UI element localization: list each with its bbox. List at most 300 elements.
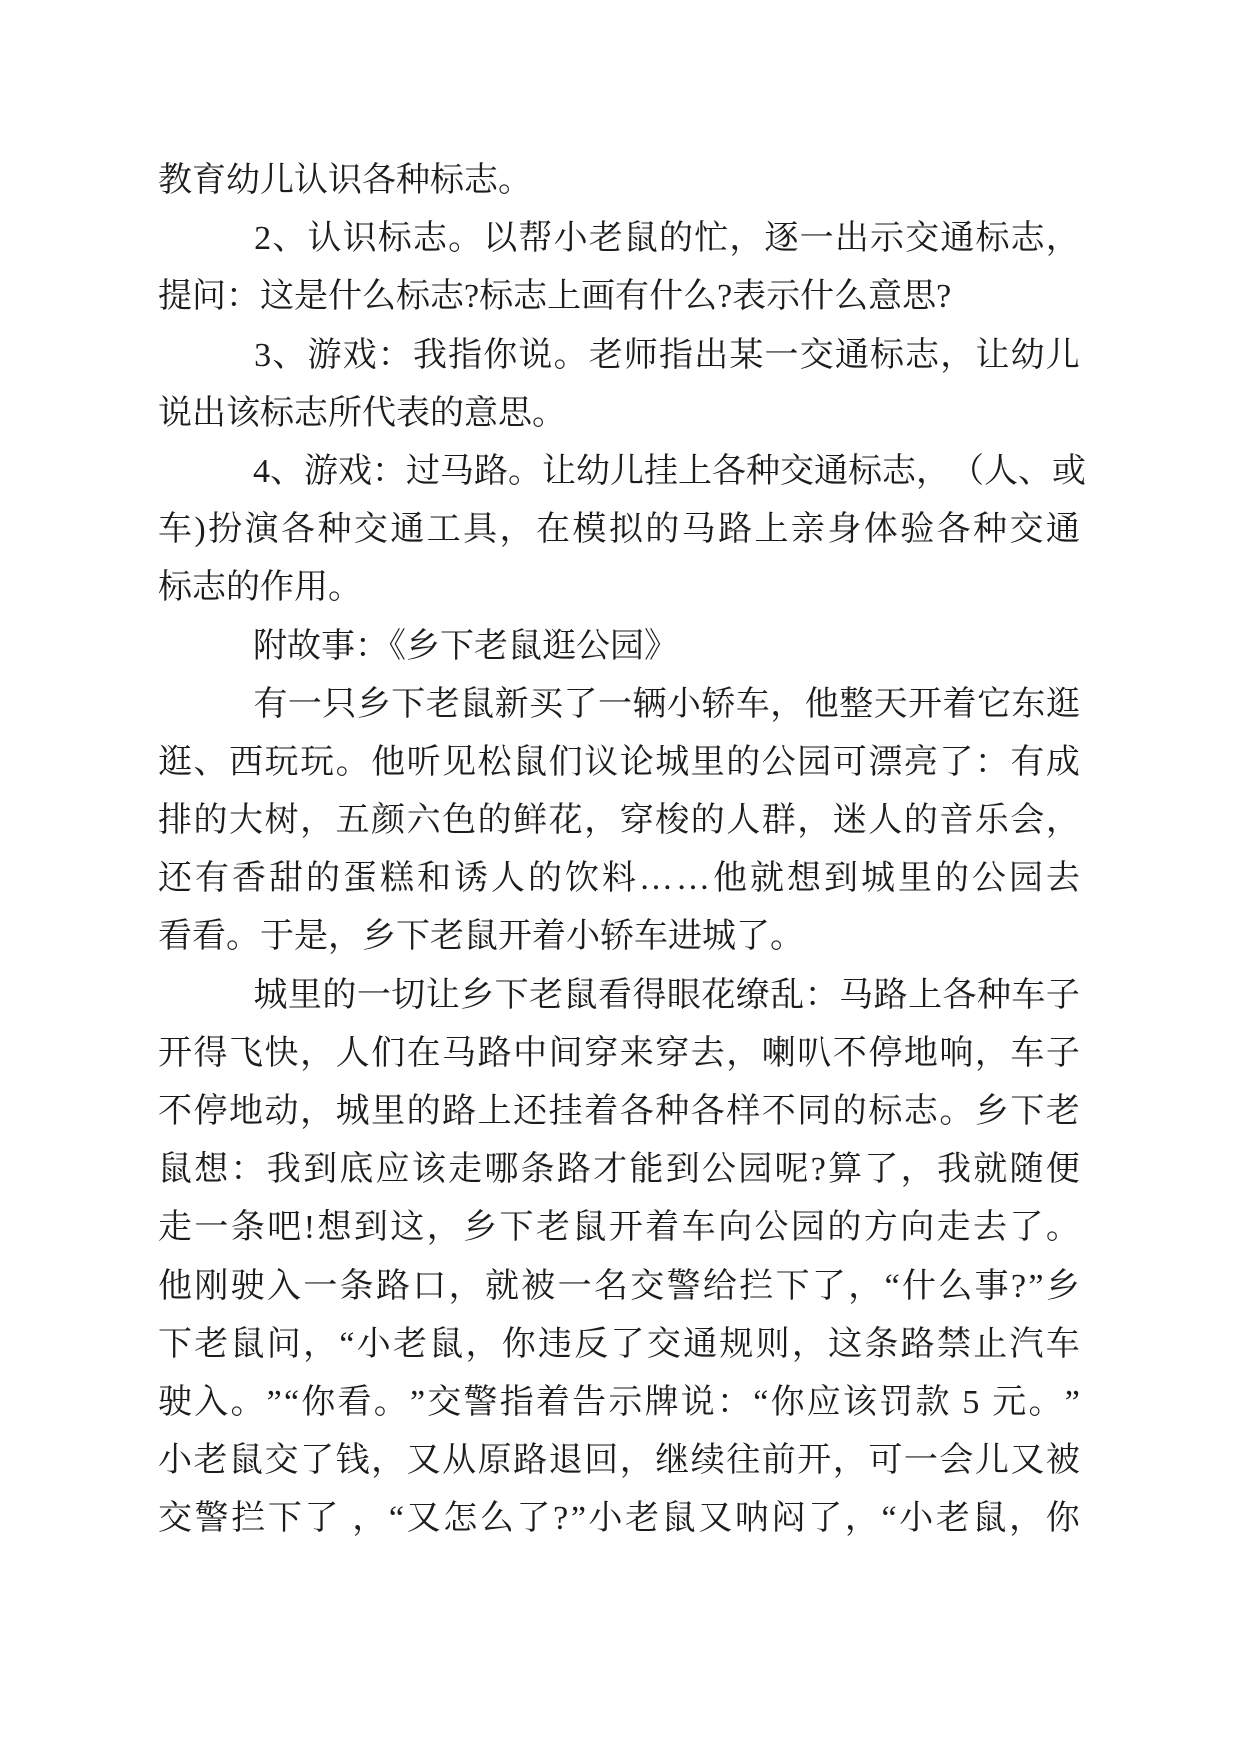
text-char: 我 bbox=[266, 1151, 301, 1189]
text-char: 通 bbox=[390, 511, 425, 549]
text-char: 议 bbox=[584, 743, 619, 781]
text-char: 什 bbox=[901, 1267, 936, 1305]
text-char: 上 bbox=[678, 453, 712, 491]
text-char: 能 bbox=[629, 1151, 664, 1189]
text-char: 了 bbox=[516, 1500, 551, 1538]
text-char: 六 bbox=[406, 802, 441, 840]
text-char: 种 bbox=[317, 511, 352, 549]
text-char: 交 bbox=[905, 220, 940, 258]
text-char: 路 bbox=[474, 453, 508, 491]
text-line bbox=[158, 1258, 1080, 1316]
text-char: 。 bbox=[335, 743, 370, 781]
text-char: 飞 bbox=[229, 1034, 264, 1072]
text-char: ? bbox=[810, 1151, 826, 1189]
text-char: 乐 bbox=[974, 802, 1009, 840]
text-char: 切 bbox=[391, 976, 426, 1014]
text-char bbox=[982, 1386, 991, 1420]
text-char: 马 bbox=[442, 1034, 477, 1072]
text-char: 帮 bbox=[518, 220, 553, 258]
text-line bbox=[158, 1025, 1080, 1083]
text-char: 各 bbox=[936, 511, 971, 549]
text-char: 逛 bbox=[158, 743, 192, 781]
text-char: ： bbox=[974, 743, 1009, 781]
text-char: 梭 bbox=[655, 802, 690, 840]
text-char: 人 bbox=[984, 453, 1018, 491]
text-char: 又 bbox=[406, 1500, 441, 1538]
text-char: 款 bbox=[915, 1384, 950, 1422]
text-char: 的 bbox=[193, 802, 228, 840]
text-char: 眼 bbox=[666, 976, 701, 1014]
text-char: 老 bbox=[535, 1209, 570, 1247]
text-char: 示 bbox=[869, 220, 904, 258]
text-char: 吧 bbox=[267, 1209, 302, 1247]
text-char: 了 bbox=[610, 1325, 645, 1363]
text-char: 给 bbox=[702, 1267, 737, 1305]
text-char: 玩 bbox=[264, 743, 299, 781]
text-char: 样 bbox=[726, 1093, 761, 1131]
paragraph-indent bbox=[158, 472, 253, 473]
text-char: 挂 bbox=[548, 1093, 583, 1131]
text-char: 该 bbox=[411, 1151, 446, 1189]
text-char: 、 bbox=[1018, 453, 1052, 491]
text-char: 标 bbox=[975, 220, 1010, 258]
text-char: 又 bbox=[698, 1500, 733, 1538]
text-char: 下 bbox=[499, 1209, 534, 1247]
text-char: ! bbox=[303, 1209, 316, 1247]
text-char: 验 bbox=[900, 511, 935, 549]
text-char: 交 bbox=[353, 511, 388, 549]
text-char: “ bbox=[388, 1500, 404, 1538]
text-char: 禁 bbox=[936, 1325, 971, 1363]
text-char: 继 bbox=[655, 1442, 690, 1480]
text-char: 了 bbox=[939, 743, 974, 781]
text-char: 想 bbox=[194, 1151, 229, 1189]
text-char: 元 bbox=[992, 1384, 1027, 1422]
text-line bbox=[158, 1199, 1080, 1257]
text-char: 指 bbox=[499, 1384, 534, 1422]
text-char: 下 bbox=[267, 1500, 302, 1538]
text-char: 大 bbox=[229, 802, 264, 840]
text-char: ” bbox=[1028, 1267, 1044, 1305]
text-char: ， bbox=[300, 802, 335, 840]
text-char: 怎 bbox=[443, 1500, 478, 1538]
text-line bbox=[158, 327, 1080, 385]
text-char bbox=[952, 1386, 961, 1420]
text-char: 回 bbox=[584, 1442, 619, 1480]
text-char: 到 bbox=[353, 1209, 388, 1247]
text-char: 5 bbox=[962, 1384, 980, 1422]
text-char: 拦 bbox=[739, 1267, 774, 1305]
text-char: 公 bbox=[761, 743, 796, 781]
text-char: 中 bbox=[513, 1034, 548, 1072]
text-char: 就 bbox=[973, 1151, 1008, 1189]
text-char: 停 bbox=[193, 1093, 228, 1131]
text-char: “ bbox=[881, 1500, 897, 1538]
text-char: ， bbox=[1009, 1500, 1044, 1538]
text-char: 城 bbox=[655, 743, 690, 781]
text-char: 的 bbox=[690, 802, 725, 840]
text-char: 糕 bbox=[380, 860, 414, 898]
text-char: 见 bbox=[442, 743, 477, 781]
text-char: 规 bbox=[719, 1325, 754, 1363]
text-char: 口 bbox=[412, 1267, 447, 1305]
text-char: 上 bbox=[908, 976, 943, 1014]
text-char: ” bbox=[409, 1384, 426, 1422]
text-char: 志 bbox=[905, 336, 940, 374]
text-char: 退 bbox=[548, 1442, 583, 1480]
text-char: 车 bbox=[681, 1209, 716, 1247]
text-char: 才 bbox=[593, 1151, 628, 1189]
text-char: 上 bbox=[754, 511, 789, 549]
text-char: 通 bbox=[814, 453, 848, 491]
text-char: 颜 bbox=[371, 802, 406, 840]
text-line bbox=[158, 1374, 1080, 1432]
text-char: 向 bbox=[900, 1209, 935, 1247]
text-char: 了 bbox=[1009, 1209, 1044, 1247]
text-char: ， bbox=[499, 511, 534, 549]
text-char: 这 bbox=[390, 1209, 425, 1247]
text-char: 交 bbox=[264, 1442, 299, 1480]
text-char: 穿 bbox=[619, 802, 654, 840]
text-char: 鼠 bbox=[661, 1500, 696, 1538]
text-char: 路 bbox=[442, 1093, 477, 1131]
text-char: 人 bbox=[491, 860, 525, 898]
text-char: 小 bbox=[588, 1500, 623, 1538]
text-char: ， bbox=[448, 1267, 483, 1305]
text-char: （ bbox=[950, 453, 984, 491]
text-char: 说 bbox=[518, 336, 553, 374]
text-char: 喇 bbox=[761, 1034, 796, 1072]
text-char: 、 bbox=[272, 336, 307, 374]
text-char: 城 bbox=[861, 860, 895, 898]
text-char: 成 bbox=[1045, 743, 1080, 781]
text-char: 以 bbox=[483, 220, 518, 258]
text-char: 就 bbox=[750, 860, 784, 898]
text-char: 具 bbox=[463, 511, 498, 549]
text-char: 出 bbox=[694, 336, 729, 374]
text-char: 鼠 bbox=[623, 220, 658, 258]
text-char: 交 bbox=[630, 1267, 665, 1305]
paragraph-indent bbox=[158, 355, 253, 356]
text-char: 游 bbox=[304, 453, 338, 491]
text-char: 鼠 bbox=[229, 1442, 264, 1480]
text-char: ， bbox=[916, 453, 950, 491]
text-char: 路 bbox=[556, 1151, 591, 1189]
text-char: 亮 bbox=[903, 743, 938, 781]
text-char: “ bbox=[884, 1267, 900, 1305]
text-char: “ bbox=[283, 1384, 300, 1422]
text-char: 汽 bbox=[1009, 1325, 1044, 1363]
text-char: ： bbox=[372, 453, 406, 491]
text-char: 你 bbox=[301, 1384, 336, 1422]
text-char: 他 bbox=[158, 1267, 192, 1305]
text-char: ， bbox=[940, 336, 975, 374]
text-char: 钱 bbox=[335, 1442, 370, 1480]
text-char: 下 bbox=[391, 685, 426, 723]
text-char: 标 bbox=[848, 453, 882, 491]
text-char: 警 bbox=[666, 1267, 701, 1305]
text-char: 可 bbox=[868, 1442, 903, 1480]
text-char: 入 bbox=[194, 1384, 229, 1422]
text-char: 各 bbox=[690, 1093, 725, 1131]
text-char: 让 bbox=[425, 976, 460, 1014]
text-char: 马 bbox=[681, 511, 716, 549]
text-char: 鼠 bbox=[972, 1500, 1007, 1538]
text-char: 里 bbox=[371, 1093, 406, 1131]
text-char: 儿 bbox=[610, 453, 644, 491]
text-char: 老 bbox=[625, 1500, 660, 1538]
text-char: 演 bbox=[244, 511, 279, 549]
text-char: ， bbox=[974, 1034, 1009, 1072]
text-char: 警 bbox=[194, 1500, 229, 1538]
text-char: 问 bbox=[266, 1325, 301, 1363]
text-char: 下 bbox=[494, 976, 529, 1014]
text-char: 和 bbox=[417, 860, 451, 898]
text-char: 音 bbox=[939, 802, 974, 840]
text-char: 漂 bbox=[868, 743, 903, 781]
text-char: 条 bbox=[230, 1209, 265, 1247]
text-char: 一 bbox=[764, 336, 799, 374]
text-char: 。 bbox=[373, 1384, 408, 1422]
text-char: 通 bbox=[1045, 511, 1080, 549]
text-char: 我 bbox=[412, 336, 447, 374]
text-char: 看 bbox=[337, 1384, 372, 1422]
text-char: 园 bbox=[738, 1151, 773, 1189]
text-char: ， bbox=[726, 1034, 761, 1072]
text-char: 一 bbox=[287, 685, 322, 723]
text-char: 可 bbox=[832, 743, 867, 781]
text-char: 到 bbox=[665, 1151, 700, 1189]
text-char: 这 bbox=[828, 1325, 863, 1363]
text-char: 老 bbox=[1045, 1093, 1080, 1131]
text-char: 的 bbox=[832, 1093, 867, 1131]
text-char: 条 bbox=[339, 1267, 374, 1305]
text-char: 条 bbox=[520, 1151, 555, 1189]
text-char: 种 bbox=[976, 976, 1011, 1014]
text-char: 地 bbox=[229, 1093, 264, 1131]
text-char: 马 bbox=[839, 976, 874, 1014]
text-line: 教育幼儿认识各种标志。 bbox=[158, 162, 532, 199]
text-char: 路 bbox=[477, 1034, 512, 1072]
text-char: 呐 bbox=[735, 1500, 770, 1538]
text-char: 们 bbox=[548, 743, 583, 781]
text-char: 乡 bbox=[974, 1093, 1009, 1131]
text-char: 原 bbox=[477, 1442, 512, 1480]
text-line bbox=[158, 967, 1080, 1025]
text-char: 它 bbox=[976, 685, 1011, 723]
text-char: 算 bbox=[828, 1151, 863, 1189]
text-char: 你 bbox=[501, 1325, 536, 1363]
text-char: 路 bbox=[900, 1325, 935, 1363]
text-char: 园 bbox=[790, 1209, 825, 1247]
text-char: 忙 bbox=[694, 220, 729, 258]
text-char: 认 bbox=[307, 220, 342, 258]
text-char: 交 bbox=[799, 336, 834, 374]
text-char: 驶 bbox=[230, 1267, 265, 1305]
text-char: 有 bbox=[253, 685, 288, 723]
text-char: 么 bbox=[479, 1500, 514, 1538]
text-char: 拦 bbox=[231, 1500, 266, 1538]
text-char: 小 bbox=[899, 1500, 934, 1538]
text-char: 乡 bbox=[460, 976, 495, 1014]
text-char: 老 bbox=[529, 976, 564, 1014]
text-char: 交 bbox=[1009, 511, 1044, 549]
text-line bbox=[158, 210, 1080, 268]
text-char: 种 bbox=[746, 453, 780, 491]
text-char: 。 bbox=[553, 336, 588, 374]
text-block bbox=[158, 152, 1086, 1549]
text-char: 下 bbox=[1010, 1093, 1045, 1131]
text-char: 。 bbox=[939, 1093, 974, 1131]
text-char: 下 bbox=[775, 1267, 810, 1305]
text-char: 名 bbox=[593, 1267, 628, 1305]
text-char: 么 bbox=[938, 1267, 973, 1305]
text-char: 路 bbox=[718, 511, 753, 549]
text-char: 车 bbox=[1045, 1325, 1080, 1363]
text-char: 着 bbox=[535, 1384, 570, 1422]
text-char: 入 bbox=[266, 1267, 301, 1305]
text-char: 缭 bbox=[735, 976, 770, 1014]
text-char: 4 bbox=[253, 453, 270, 491]
text-char: 你 bbox=[1045, 1500, 1080, 1538]
text-char: 下 bbox=[158, 1325, 192, 1363]
text-char: 路 bbox=[375, 1267, 410, 1305]
text-char: 止 bbox=[973, 1325, 1008, 1363]
text-char: 里 bbox=[287, 976, 322, 1014]
text-char: 挂 bbox=[644, 453, 678, 491]
text-char: 小 bbox=[158, 1442, 192, 1480]
text-char: 子 bbox=[1045, 976, 1080, 1014]
paragraph-indent bbox=[158, 239, 253, 240]
text-char: 随 bbox=[1009, 1151, 1044, 1189]
text-char: 的 bbox=[406, 1093, 441, 1131]
text-line: 看看。于是，乡下老鼠开着小轿车进城了。 bbox=[158, 918, 804, 956]
text-char: 车 bbox=[735, 685, 770, 723]
text-char: 的 bbox=[528, 860, 562, 898]
text-char: 公 bbox=[701, 1151, 736, 1189]
text-char: 人 bbox=[726, 802, 761, 840]
text-line bbox=[158, 1141, 1080, 1199]
text-char: 你 bbox=[770, 1384, 805, 1422]
text-char: 某 bbox=[729, 336, 764, 374]
text-char: 便 bbox=[1045, 1151, 1080, 1189]
text-char: 又 bbox=[406, 1442, 441, 1480]
text-char: 过 bbox=[406, 453, 440, 491]
text-char: 得 bbox=[193, 1034, 228, 1072]
text-char: 看 bbox=[597, 976, 632, 1014]
text-char: 鼠 bbox=[460, 685, 495, 723]
text-char: 志 bbox=[903, 1093, 938, 1131]
text-char: 续 bbox=[690, 1442, 725, 1480]
text-line bbox=[158, 443, 1086, 501]
text-char: 香 bbox=[232, 860, 266, 898]
text-char: 着 bbox=[645, 1209, 680, 1247]
text-line bbox=[158, 676, 1080, 734]
text-line bbox=[158, 850, 1080, 908]
text-char: 的 bbox=[827, 1209, 862, 1247]
text-char: 穿 bbox=[655, 1034, 690, 1072]
text-char: ： bbox=[230, 1151, 265, 1189]
text-char: 一 bbox=[799, 220, 834, 258]
text-char: 一 bbox=[303, 1267, 338, 1305]
text-char: 想 bbox=[787, 860, 821, 898]
text-char: 志 bbox=[882, 453, 916, 491]
text-char: 往 bbox=[726, 1442, 761, 1480]
text-char: 违 bbox=[538, 1325, 573, 1363]
text-char: 小 bbox=[553, 220, 588, 258]
text-char: 该 bbox=[842, 1384, 877, 1422]
text-char: 交 bbox=[158, 1500, 192, 1538]
text-char: 戏 bbox=[338, 453, 372, 491]
text-char: 牌 bbox=[644, 1384, 679, 1422]
text-char: 警 bbox=[463, 1384, 498, 1422]
text-char: 快 bbox=[264, 1034, 299, 1072]
text-char: 一 bbox=[903, 1442, 938, 1480]
text-char: 乡 bbox=[463, 1209, 498, 1247]
text-char: 来 bbox=[619, 1034, 654, 1072]
text-char: 鲜 bbox=[513, 802, 548, 840]
text-char: ， bbox=[770, 685, 805, 723]
text-char: 得 bbox=[632, 976, 667, 1014]
text-char: 的 bbox=[726, 743, 761, 781]
text-char: 你 bbox=[483, 336, 518, 374]
text-char: 响 bbox=[939, 1034, 974, 1072]
text-char: 地 bbox=[903, 1034, 938, 1072]
text-line bbox=[158, 1490, 1080, 1548]
text-char: 鼠 bbox=[429, 1325, 464, 1363]
text-char: 了 bbox=[563, 685, 598, 723]
text-char: 逐 bbox=[764, 220, 799, 258]
text-char: 鼠 bbox=[230, 1325, 265, 1363]
text-char: ， bbox=[371, 1442, 406, 1480]
text-char: 群 bbox=[761, 802, 796, 840]
text-char: ， bbox=[303, 1325, 338, 1363]
text-char: 儿 bbox=[974, 1442, 1009, 1480]
text-char: 了 bbox=[864, 1151, 899, 1189]
paragraph-indent bbox=[158, 704, 253, 705]
text-char: 一 bbox=[557, 1267, 592, 1305]
text-char: 或 bbox=[1052, 453, 1086, 491]
text-char: ， bbox=[300, 1034, 335, 1072]
text-char: 底 bbox=[339, 1151, 374, 1189]
text-char: 乡 bbox=[356, 685, 391, 723]
text-char: 路 bbox=[513, 1442, 548, 1480]
text-char: ， bbox=[832, 1442, 867, 1480]
text-char: ” bbox=[266, 1384, 282, 1422]
text-char: 有 bbox=[1010, 743, 1045, 781]
text-char: 工 bbox=[426, 511, 461, 549]
text-char: 五 bbox=[335, 802, 370, 840]
text-char: 了 bbox=[300, 1442, 335, 1480]
text-char: 他 bbox=[713, 860, 747, 898]
text-char: 闷 bbox=[771, 1500, 806, 1538]
text-char: ， bbox=[848, 1267, 883, 1305]
text-line bbox=[158, 734, 1080, 792]
text-line bbox=[158, 1083, 1080, 1141]
text-char: 一 bbox=[597, 685, 632, 723]
text-char: 人 bbox=[335, 1034, 370, 1072]
text-char: 罚 bbox=[879, 1384, 914, 1422]
text-char: 车 bbox=[158, 511, 192, 549]
text-char: 只 bbox=[322, 685, 357, 723]
text-char: 幼 bbox=[576, 453, 610, 491]
text-char: 天 bbox=[873, 685, 908, 723]
text-char: 交 bbox=[646, 1325, 681, 1363]
text-char: 2 bbox=[254, 220, 272, 258]
text-char: 老 bbox=[392, 1325, 427, 1363]
text-char: 不 bbox=[158, 1093, 192, 1131]
text-char: ， bbox=[900, 1151, 935, 1189]
